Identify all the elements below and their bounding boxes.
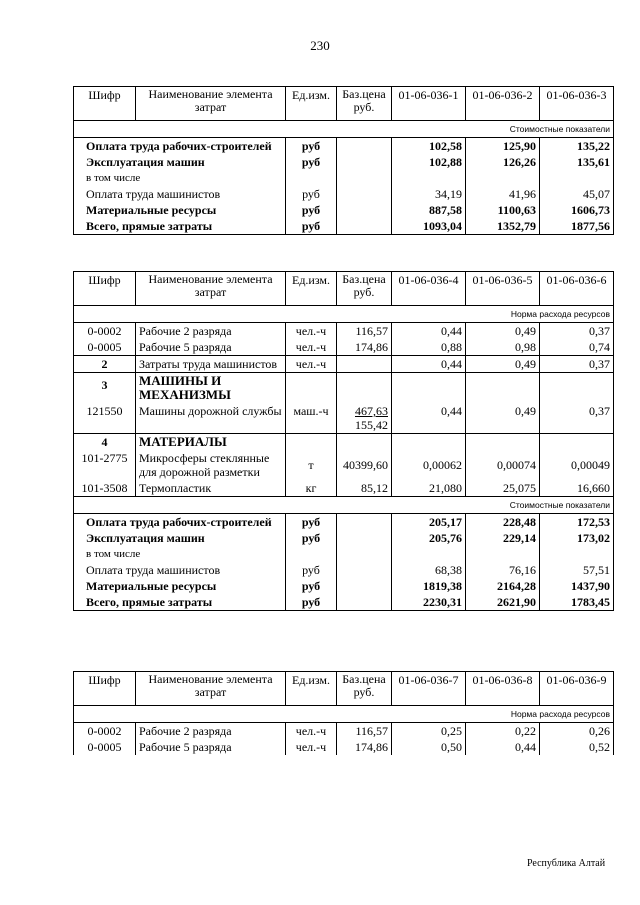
table-row: Эксплуатация машин руб 102,88 126,26 135,61 — [74, 154, 614, 170]
table-row: в том числе — [74, 170, 614, 186]
table-row: Оплата труда рабочих-строителей руб 102,58 125,90 135,22 — [74, 138, 614, 155]
header-code: Шифр — [74, 672, 136, 706]
header-col: 01-06-036-6 — [540, 272, 614, 306]
header-unit: Ед.изм. — [286, 672, 337, 706]
table-row: Материальные ресурсы руб 1819,38 2164,28 1437,90 — [74, 578, 614, 594]
table-row: Эксплуатация машин руб 205,76 229,14 173,02 — [74, 530, 614, 546]
table-header — [74, 272, 614, 306]
header-base-price: Баз.цена руб. — [337, 87, 392, 121]
section-label: Норма расхода ресурсов — [74, 706, 614, 723]
table-row: 4 МАТЕРИАЛЫ — [74, 434, 614, 451]
table-row: в том числе — [74, 546, 614, 562]
section-label: Стоимостные показатели — [74, 121, 614, 138]
header-code: Шифр — [74, 272, 136, 306]
header-col: 01-06-036-7 — [392, 672, 466, 706]
header-unit: Ед.изм. — [286, 87, 337, 121]
header-name: Наименование элемента затрат — [136, 272, 286, 306]
price-secondary: 155,42 — [355, 418, 388, 432]
cost-table-1 — [73, 86, 614, 235]
table-row: Оплата труда рабочих-строителей руб 205,17 228,48 172,53 — [74, 514, 614, 531]
header-base-price: Баз.цена руб. — [337, 672, 392, 706]
table-row: 3 МАШИНЫ И МЕХАНИЗМЫ — [74, 373, 614, 404]
table-row: 121550 Машины дорожной службы маш.-ч 467,63 155,42 0,44 0,49 0,37 — [74, 403, 614, 434]
header-base-price: Баз.цена руб. — [337, 272, 392, 306]
table-row: 101-2775 Микросферы стеклянные для дорожной разметки т 40399,60 0,00062 0,00074 0,00049 — [74, 450, 614, 480]
header-code: Шифр — [74, 87, 136, 121]
table-row: 2 Затраты труда машинистов чел.-ч 0,44 0,49 0,37 — [74, 356, 614, 373]
table-row: 0-0002 Рабочие 2 разряда чел.-ч 116,57 0,25 0,22 0,26 — [74, 723, 614, 740]
header-col: 01-06-036-1 — [392, 87, 466, 121]
resource-table-3 — [73, 671, 614, 755]
table-row: Материальные ресурсы руб 887,58 1100,63 1606,73 — [74, 202, 614, 218]
table-row: Оплата труда машинистов руб 68,38 76,16 57,51 — [74, 562, 614, 578]
header-name: Наименование элемента затрат — [136, 87, 286, 121]
table-row: 101-3508 Термопластик кг 85,12 21,080 25,075 16,660 — [74, 480, 614, 497]
header-col: 01-06-036-4 — [392, 272, 466, 306]
section-label: Стоимостные показатели — [74, 497, 614, 514]
table-row: Всего, прямые затраты руб 2230,31 2621,90 1783,45 — [74, 594, 614, 611]
table-header — [74, 672, 614, 706]
header-col: 01-06-036-9 — [540, 672, 614, 706]
section-label: Норма расхода ресурсов — [74, 306, 614, 323]
table-row: Всего, прямые затраты руб 1093,04 1352,79 1877,56 — [74, 218, 614, 235]
table-row: 0-0002 Рабочие 2 разряда чел.-ч 116,57 0,44 0,49 0,37 — [74, 323, 614, 340]
resource-table-2 — [73, 271, 614, 611]
header-name: Наименование элемента затрат — [136, 672, 286, 706]
table-header — [74, 87, 614, 121]
page-number: 230 — [310, 38, 330, 53]
footer-region: Республика Алтай — [527, 858, 606, 869]
header-col: 01-06-036-8 — [466, 672, 540, 706]
table-row: 0-0005 Рабочие 5 разряда чел.-ч 174,86 0,50 0,44 0,52 — [74, 739, 614, 755]
table-row: Оплата труда машинистов руб 34,19 41,96 45,07 — [74, 186, 614, 202]
table-row: 0-0005 Рабочие 5 разряда чел.-ч 174,86 0,88 0,98 0,74 — [74, 339, 614, 356]
price-underlined: 467,63 — [355, 404, 388, 418]
header-col: 01-06-036-3 — [540, 87, 614, 121]
header-col: 01-06-036-2 — [466, 87, 540, 121]
header-unit: Ед.изм. — [286, 272, 337, 306]
header-col: 01-06-036-5 — [466, 272, 540, 306]
